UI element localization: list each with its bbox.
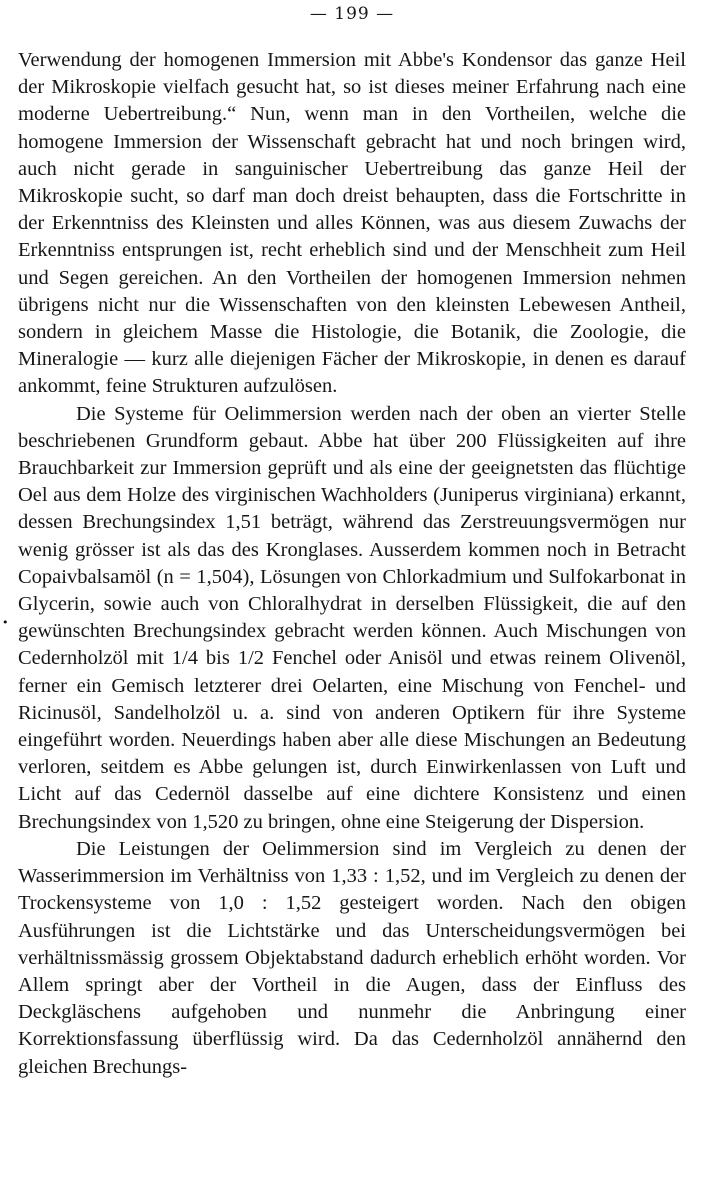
margin-mark: • [2,616,9,629]
paragraph-1: Verwendung der homogenen Immersion mit Abbe's Kondensor das ganze Heil der Mikroskopie vielfach gesucht hat, so ist dieses meiner Erfahrung nach eine moderne Uebertreibung.“ Nun, wenn man in den Vortheilen, welche die homogene Immersion der Wissenschaft gebracht hat und noch bringen wird, auch nicht gerade in sanguinischer Uebertreibung das ganze Heil der Mikroskopie sucht, so darf man doch dreist behaupten, dass die Fortschritte in der Erkenntniss des Kleinsten und alles Können, was aus diesem Zuwachs der Erkenntniss entsprungen ist, recht erheblich sind und der Menschheit zum Heil und Segen gereichen. An den Vortheilen der homogenen Immersion nehmen übrigens nicht nur die Wissenschaften von den kleinsten Lebewesen Antheil, sondern in gleichem Masse die Histologie, die Botanik, die Zoologie, die Mineralogie — kurz alle diejenigen Fächer der Mikroskopie, in denen es darauf ankommt, feine Strukturen aufzulösen. [18,49,686,398]
paragraph-3: Die Leistungen der Oelimmersion sind im Vergleich zu denen der Wasserimmersion im Verhältniss von 1,33 : 1,52, und im Vergleich zu denen der Trockensysteme von 1,0 : 1,52 gesteigert worden. Nach den obigen Ausführungen ist die Lichtstärke und das Unterscheidungsvermögen bei verhältnissmässig grossem Objektabstand dadurch erheblich erhöht worden. Vor Allem springt aber der Vortheil in die Augen, dass der Einfluss des Deckgläschens aufgehoben und nunmehr die Anbringung einer Korrektionsfassung überflüssig wird. Da das Cedernholzöl annähernd den gleichen Brechungs- [18,837,686,1078]
paragraph-2: Die Systeme für Oelimmersion werden nach der oben an vierter Stelle beschriebenen Grundform gebaut. Abbe hat über 200 Flüssigkeiten auf ihre Brauchbarkeit zur Immersion geprüft und als eine der geeignetsten das flüchtige Oel aus dem Holze des virginischen Wachholders (Juniperus virginiana) erkannt, dessen Brechungsindex 1,51 beträgt, während das Zerstreuungsvermögen nur wenig grösser ist als das des Kronglases. Ausserdem kommen noch in Betracht Copaivbalsamöl (n = 1,504), Lösungen von Chlorkadmium und Sulfokarbonat in Glycerin, sowie auch von Chloralhydrat in derselben Flüssigkeit, die auf den gewünschten Brechungsindex gebracht werden können. Auch Mischungen von Cedernholzöl mit 1/4 bis 1/2 Fenchel oder Anisöl und etwas reinem Olivenöl, ferner ein Gemisch letzterer drei Oelarten, eine Mischung von Fenchel- und Ricinusöl, Sandelholzöl u. a. sind von anderen Optikern für ihre Systeme eingeführt worden. Neuerdings haben aber alle diese Mischungen an Bedeutung verloren, seitdem es Abbe gelungen ist, durch Einwirkenlassen von Luft und Licht auf das Cedernöl dasselbe auf eine dichtere Konsistenz und einen Brechungsindex von 1,520 zu bringen, ohne eine Steigerung der Dispersion. [18,402,686,833]
page-number: — 199 — [309,4,395,24]
body-text [18,47,686,1081]
